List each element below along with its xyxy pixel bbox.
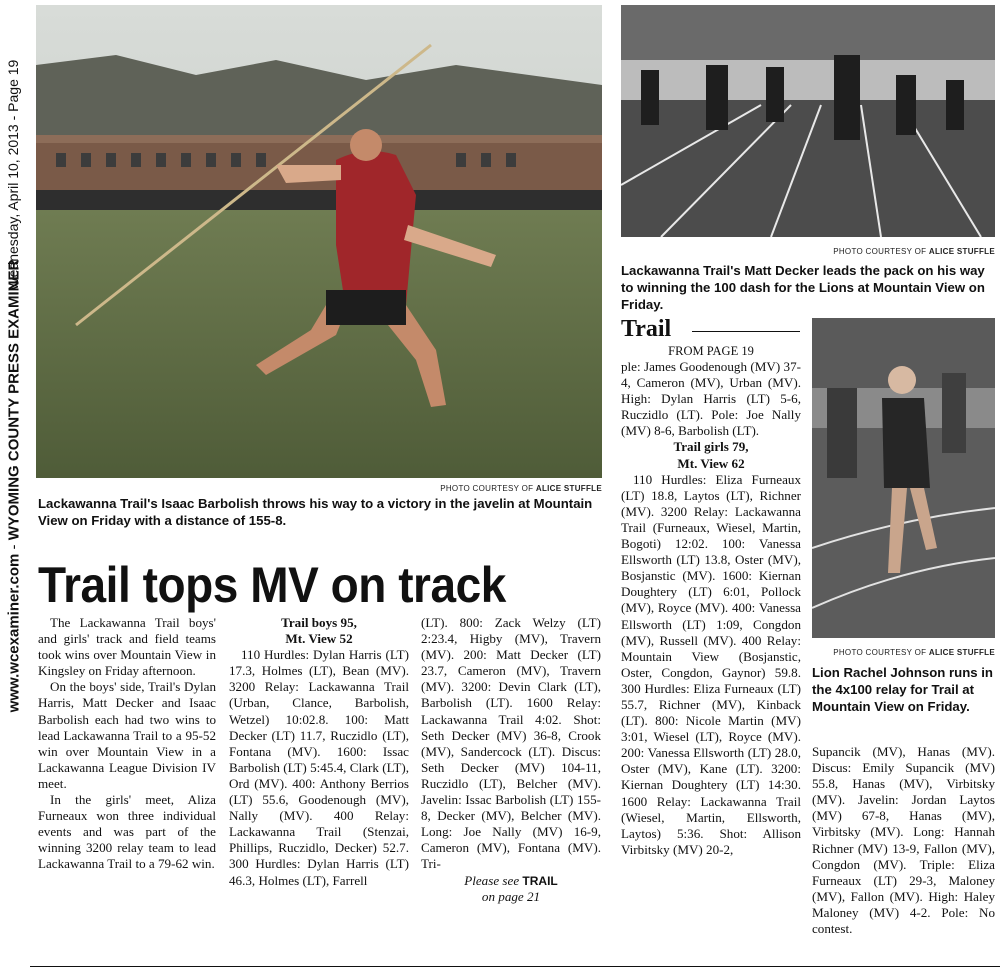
girls-results-heading: Trail girls 79, — [673, 439, 749, 455]
see-also-name: TRAIL — [522, 873, 558, 888]
jump-from: FROM PAGE 19 — [668, 344, 754, 358]
sprint-photo-credit — [621, 247, 995, 256]
jump-col-2 — [812, 744, 995, 937]
headline: Trail tops MV on track — [38, 557, 506, 613]
jump-title-rule — [692, 331, 800, 332]
paper-name: WYOMING COUNTY PRESS EXAMINER — [5, 259, 23, 541]
main-photo-credit — [36, 484, 602, 493]
boys-results-heading: Trail boys 95, — [281, 615, 357, 630]
sprint-photo-caption: Lackawanna Trail's Matt Decker leads the pack on his way to winning the 100 dash for the Lions at Mountain View on Friday. — [621, 263, 985, 312]
paragraph-boys: On the boys' side, Trail's Dylan Harris, Matt Decker and Isaac Barbolish each had two wins to lead Lackawanna Trail to a 95-52 win over Mountain View in a Lackawanna League Division IV meet. — [38, 679, 216, 791]
date-strip — [1, 0, 25, 350]
sprint-photo — [621, 5, 995, 237]
relay-photo-caption: Lion Rachel Johnson runs in the 4x100 relay for Trail at Mountain View on Friday. — [812, 665, 993, 714]
sprint-credit-name: ALICE STUFFLE — [928, 247, 995, 256]
site-url[interactable]: www.wcexaminer.com — [5, 553, 23, 713]
jump-col — [621, 359, 801, 858]
article-col-1 — [38, 615, 216, 873]
boys-results-cont: (LT). 800: Zack Welzy (LT) 2:23.4, Higby (MV), Travern (MV). 200: Matt Decker (LT) 23.7, Cameron (MV), Travern (MV). 3200: Devin Clark (LT), Barbolish (LT). 1600 Relay: Lackawanna Trail 4:02. Shot: Seth Decker (MV) 36-8, Crook (MV), Sandercock (LT). Discus: Seth Decker (MV) 104-11, Ruczidlo (LT), Belcher (MV). Javelin: Issac Barbolish (LT) 155-8, Decker (MV), Belcher (MV). Long: Joe Nally (MV) 16-9, Cameron (MV), Fontana (MV). Tri- — [421, 615, 601, 872]
bottom-rule — [30, 966, 1000, 967]
see-also-page: on page 21 — [481, 888, 541, 904]
javelin-photo-image — [36, 5, 602, 478]
sidebar-separator: - — [5, 540, 23, 554]
relay-credit-label: PHOTO COURTESY OF — [833, 648, 927, 657]
issue-date: Wednesday, April 10, 2013 - Page 19 — [5, 59, 21, 291]
paragraph-girls: In the girls' meet, Aliza Furneaux won three individual events and was part of the winning 3200 relay team to lead Lackawanna Trail to a 79-62 win. — [38, 792, 216, 872]
main-photo-caption: Lackawanna Trail's Isaac Barbolish throws his way to a victory in the javelin at Mountain View on Friday with a distance of 155-8. — [38, 496, 593, 528]
sprint-photo-image — [621, 5, 995, 237]
paragraph-intro: The Lackawanna Trail boys' and girls' track and field teams took wins over Mountain View in Kingsley on Friday afternoon. — [38, 615, 216, 679]
relay-credit-name: ALICE STUFFLE — [928, 648, 995, 657]
see-also-prefix: Please see — [464, 872, 520, 888]
main-credit-label: PHOTO COURTESY OF — [440, 484, 534, 493]
jump-para-3: Supancik (MV), Hanas (MV). Discus: Emily Supancik (MV) 55.8, Hanas (MV), Virbitsky (MV). Javelin: Jordan Laytos (MV) 67-8, Hanas (MV), Virbitsky (MV). Long: Hannah Richner (MV) 13-9, Fallon (MV), Congdon (MV). Triple: Eliza Furneaux (LT) 29-3, Maloney (MV), Fallon (MV). High: Haley Maloney (MV) 4-2. Pole: No contest. — [812, 744, 995, 937]
jump-para-1: ple: James Goodenough (MV) 37-4, Cameron (MV), Urban (MV). High: Dylan Harris (LT) 5-6, Ruczidlo (LT). Pole: Joe Nally (MV) 8-6, Barbolish (LT). — [621, 359, 801, 439]
relay-photo — [812, 318, 995, 638]
article-col-2 — [229, 615, 409, 889]
article-col-3 — [421, 615, 601, 905]
boys-results-heading-2: Mt. View 52 — [285, 631, 353, 647]
relay-photo-image — [812, 318, 995, 638]
girls-results-text: 110 Hurdles: Eliza Furneaux (LT) 18.8, Laytos (LT), Richner (MV). 3200 Relay: Lackawanna Trail (Furneaux, Wiesel, Martin, Bogoti) 12:02. 100: Vanessa Ellsworth (LT) 13.8, Oster (MV), Bosjanstic (MV). 1600: Kiernan Doughtery (LT) 6:01, Pollock (MV), Royce (MV). 400: Vanessa Ellsworth (LT) 1:09, Congdon (MV), Russell (MV). 400 Relay: Mountain View (Bosjanstic, Oster, Congdon, Gaynor) 59.8. 300 Hurdles: Eliza Furneaux (LT) 55.7, Richner (MV), Kinback (LT). 800: Nicole Martin (MV) 3:01, Wiesel (LT), Royce (MV). 200: Vanessa Ellsworth (LT) 28.0, Oster (MV), Kane (LT). 3200: Kiernan Doughtery (LT) 14:30. 1600 Relay: Lackawanna Trail (Wiesel, Martin, Ellsworth, Laytos) 5:36. Shot: Allison Virbitsky (MV) 20-2, — [621, 471, 801, 857]
main-credit-name: ALICE STUFFLE — [535, 484, 602, 493]
javelin-photo — [36, 5, 602, 478]
boys-results-text: 110 Hurdles: Dylan Harris (LT) 17.3, Holmes (LT), Bean (MV). 3200 Relay: Lackawanna Trail (Urban, Clance, Barbolish, Wetzel) 10:02.8. 100: Matt Decker (LT) 11.7, Ruczidlo (LT), Fontana (MV). 1600: Issac Barbolish (LT) 5:45.4, Clark (LT), Ord (MV). 400: Anthony Berrios (LT) 55.6, Goodenough (MV), Nally (MV). 400 Relay: Lackawanna Trail (Stenzai, Phillips, Ruczidlo, Decker) 52.7. 300 Hurdles: Dylan Harris (LT) 46.3, Holmes (LT), Farrell — [229, 647, 409, 888]
relay-photo-credit — [812, 648, 995, 657]
see-also[interactable] — [421, 873, 601, 889]
sprint-credit-label: PHOTO COURTESY OF — [833, 247, 927, 256]
girls-results-heading-2: Mt. View 62 — [677, 455, 745, 471]
jump-title: Trail — [621, 316, 672, 342]
